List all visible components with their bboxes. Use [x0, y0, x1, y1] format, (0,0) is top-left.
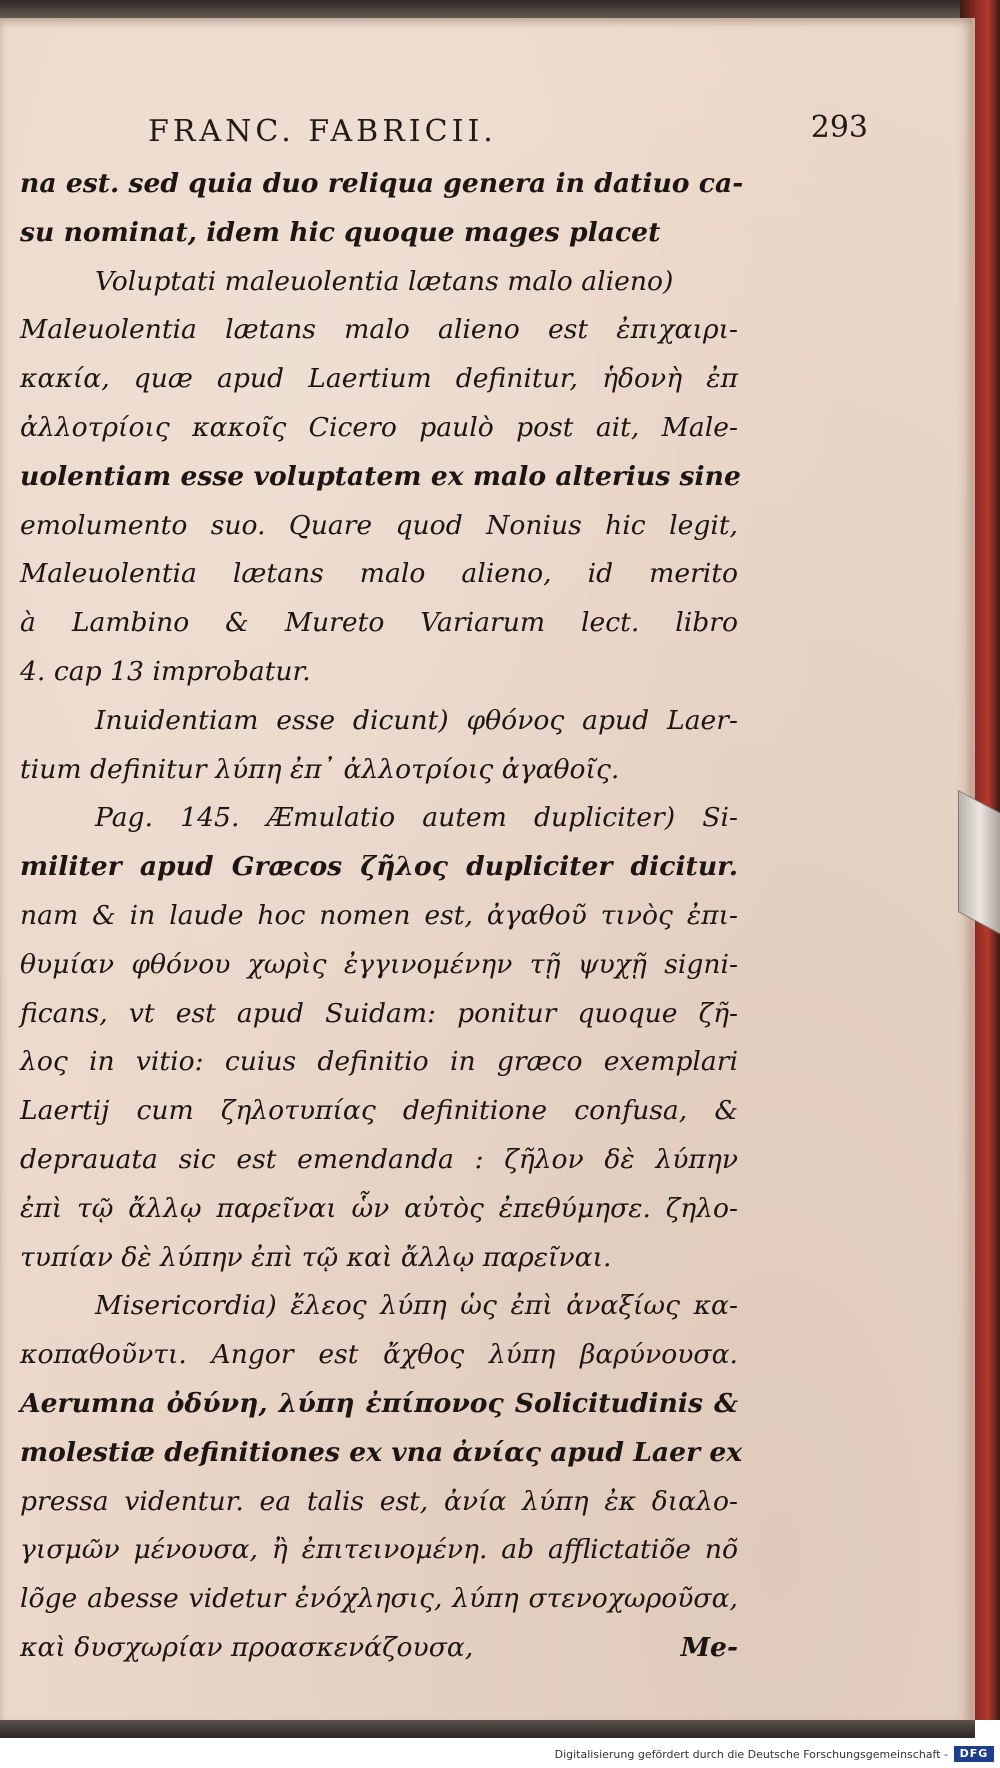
last-line-row: [20, 1624, 738, 1673]
footer-bar: [0, 1720, 1000, 1768]
text-line: καὶ δυσχωρίαν προασκενάζουσα,: [20, 1631, 474, 1663]
text-line: γισμῶν μένουσα, ἢ ἐπιτεινομένη. ab afflictatiõe nõ: [20, 1534, 738, 1566]
text-line: Maleuolentia lætans malo alieno, id merito: [20, 558, 738, 590]
text-line: deprauata sic est emendanda : ζῆλον δὲ λύπην: [20, 1143, 738, 1175]
text-line: ἀλλοτρίοις κακοῖς Cicero paulò post ait, Male-: [20, 411, 738, 443]
text-line: ficans, vt est apud Suidam: ponitur quoque ζῆ-: [20, 997, 738, 1029]
text-line: θυμίαν φθόνου χωρὶς ἐγγινομένην τῇ ψυχῇ signi-: [20, 948, 738, 980]
text-line: Inuidentiam esse dicunt) φθόνος apud Laer-: [95, 704, 738, 736]
text-line: Misericordia) ἔλεος λύπη ὡς ἐπὶ ἀναξίως κα-: [95, 1290, 738, 1322]
text-line: uolentiam esse voluptatem ex malo alterius sine: [20, 460, 741, 492]
text-line: militer apud Græcos ζῆλος dupliciter dicitur.: [20, 851, 738, 883]
digitization-credit: Digitalisierung gefördert durch die Deutsche Forschungsgemeinschaft -: [554, 1748, 948, 1761]
text-line: Laertij cum ζηλοτυπίας definitione confusa, &: [20, 1095, 738, 1127]
text-line: Voluptati maleuolentia lætans malo alieno): [95, 265, 674, 297]
dfg-logo: DFG: [954, 1746, 994, 1762]
text-line: tium definitur λύπη ἐπ᾽ ἀλλοτρίοις ἀγαθοῖς.: [20, 753, 620, 785]
text-line: à Lambino & Mureto Variarum lect. libro: [20, 607, 738, 639]
text-line: 4. cap 13 improbatur.: [20, 655, 311, 687]
text-line: pressa videntur. ea talis est, ἀνία λύπη ἐκ διαλο-: [20, 1485, 738, 1517]
page-header: [148, 110, 868, 154]
page-number: 293: [810, 110, 868, 145]
bottom-book-edge: [0, 1720, 975, 1738]
text-line: molestiæ definitiones ex vna ἀνίας apud Laer ex: [20, 1436, 743, 1468]
text-line: Maleuolentia lætans malo alieno est ἐπιχαιρι-: [20, 314, 738, 346]
text-line: nam & in laude hoc nomen est, ἀγαθοῦ τινὸς ἐπι-: [20, 899, 738, 931]
text-line: Aerumna ὀδύνη, λύπη ἐπίπονος Solicitudinis &: [20, 1387, 738, 1419]
text-line: lõge abesse videtur ἐνόχλησις, λύπη στενοχωροῦσα,: [20, 1583, 738, 1615]
text-line: Pag. 145. Æmulatio autem dupliciter) Si-: [95, 802, 738, 834]
text-line: κοπαθοῦντι. Angor est ἄχθος λύπη βαρύνουσα.: [20, 1339, 738, 1371]
text-line: λος in vitio: cuius definitio in græco exemplari: [20, 1046, 738, 1078]
text-line: κακία, quæ apud Laertium definitur, ἡδονὴ ἐπ: [20, 363, 738, 395]
text-line: su nominat, idem hic quoque mages placet: [20, 216, 661, 248]
page-tab-marker: [958, 790, 1000, 935]
text-line: emolumento suo. Quare quod Nonius hic legit,: [20, 509, 738, 541]
text-line: ἐπὶ τῷ ἄλλῳ παρεῖναι ὧν αὐτὸς ἐπεθύμησε. ζηλο-: [20, 1192, 738, 1224]
text-line: na est. sed quia duo reliqua genera in datiuo ca-: [20, 168, 744, 199]
text-line: τυπίαν δὲ λύπην ἐπὶ τῷ καὶ ἄλλῳ παρεῖναι.: [20, 1241, 612, 1273]
running-head: FRANC. FABRICII.: [148, 114, 497, 149]
catchword: Me-: [680, 1631, 738, 1663]
body-text: [20, 160, 744, 1673]
book-page: [0, 18, 975, 1726]
